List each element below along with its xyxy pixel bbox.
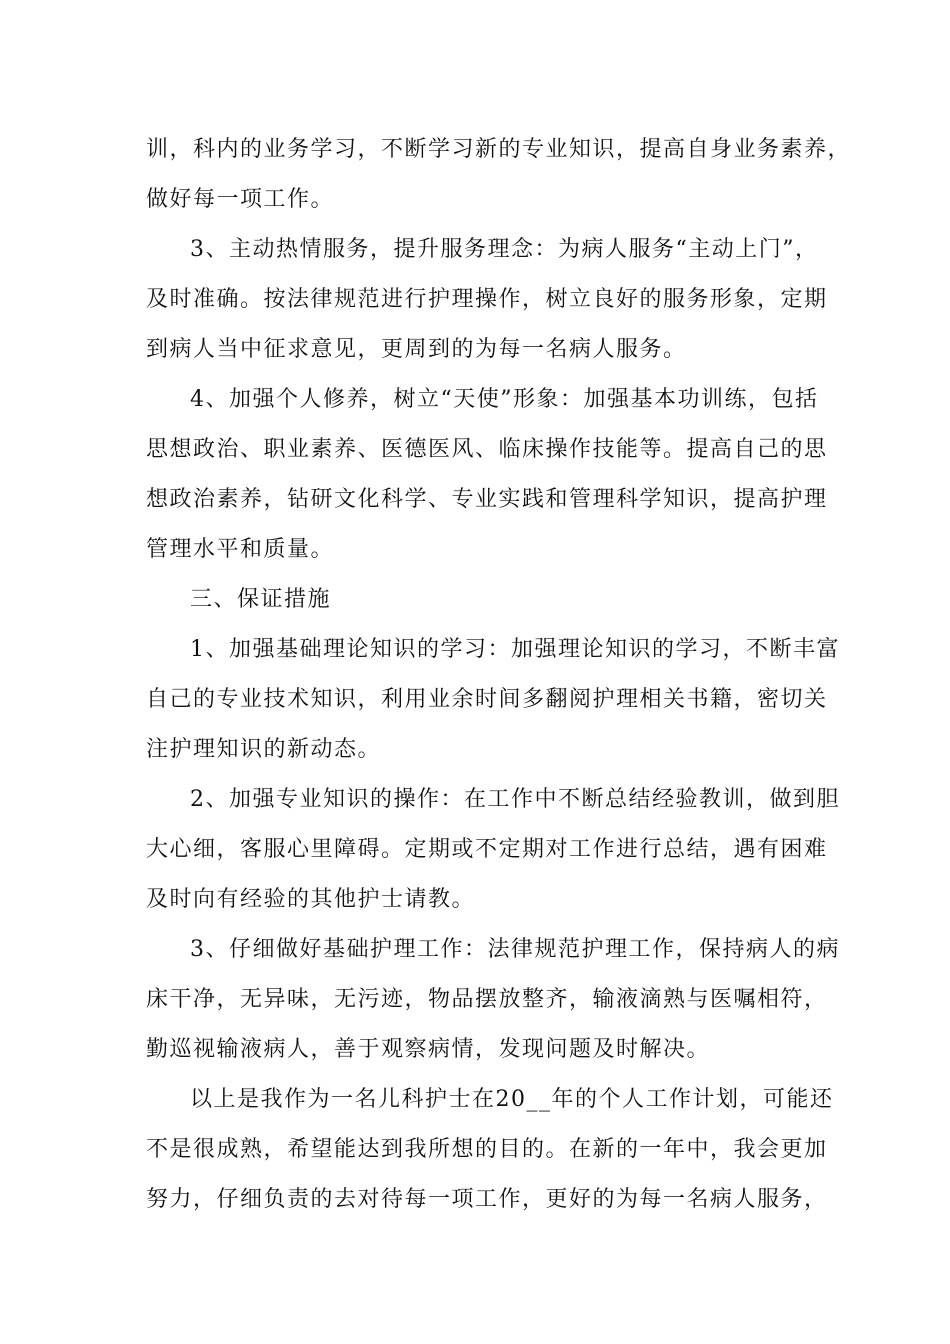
text-line: 做好每一项工作。: [146, 187, 335, 212]
text-line: 勤巡视输液病人，善于观察病情，发现问题及时解决。: [146, 1037, 711, 1062]
paragraph-start-line: 4、加强个人修养，树立“天使”形象：加强基本功训练，包括: [190, 387, 819, 412]
text-line: 床干净，无异味，无污迹，物品摆放整齐，输液滴熟与医嘱相符，: [146, 987, 828, 1012]
section-heading: 三、保证措施: [190, 587, 332, 612]
text-line: 及时向有经验的其他护士请教。: [146, 887, 476, 912]
paragraph-start-line: 3、主动热情服务，提升服务理念：为病人服务“主动上门”，: [190, 237, 819, 262]
text-line: 努力，仔细负责的去对待每一项工作，更好的为每一名病人服务，: [146, 1187, 828, 1212]
text-line: 管理水平和质量。: [146, 537, 335, 562]
text-line: 自己的专业技术知识，利用业余时间多翻阅护理相关书籍，密切关: [146, 687, 828, 712]
text-line: 注护理知识的新动态。: [146, 737, 382, 762]
text-line: 思想政治、职业素养、医德医风、临床操作技能等。提高自己的思: [146, 437, 828, 462]
text-line: 不是很成熟，希望能达到我所想的目的。在新的一年中，我会更加: [146, 1137, 828, 1162]
paragraph-start-line: 3、仔细做好基础护理工作：法律规范护理工作，保持病人的病: [190, 937, 840, 962]
paragraph-start-line: 1、加强基础理论知识的学习：加强理论知识的学习，不断丰富: [190, 637, 840, 662]
text-line: 大心细，客服心里障碍。定期或不定期对工作进行总结，遇有困难: [146, 837, 828, 862]
text-line: 到病人当中征求意见，更周到的为每一名病人服务。: [146, 337, 687, 362]
text-line: 想政治素养，钻研文化科学、专业实践和管理科学知识，提高护理: [146, 487, 828, 512]
paragraph-start-line: 以上是我作为一名儿科护士在20__年的个人工作计划，可能还: [190, 1087, 834, 1112]
text-line: 训，科内的业务学习，不断学习新的专业知识，提高自身业务素养，: [146, 137, 852, 162]
text-line: 及时准确。按法律规范进行护理操作，树立良好的服务形象，定期: [146, 287, 828, 312]
paragraph-start-line: 2、加强专业知识的操作：在工作中不断总结经验教训，做到胆: [190, 787, 840, 812]
